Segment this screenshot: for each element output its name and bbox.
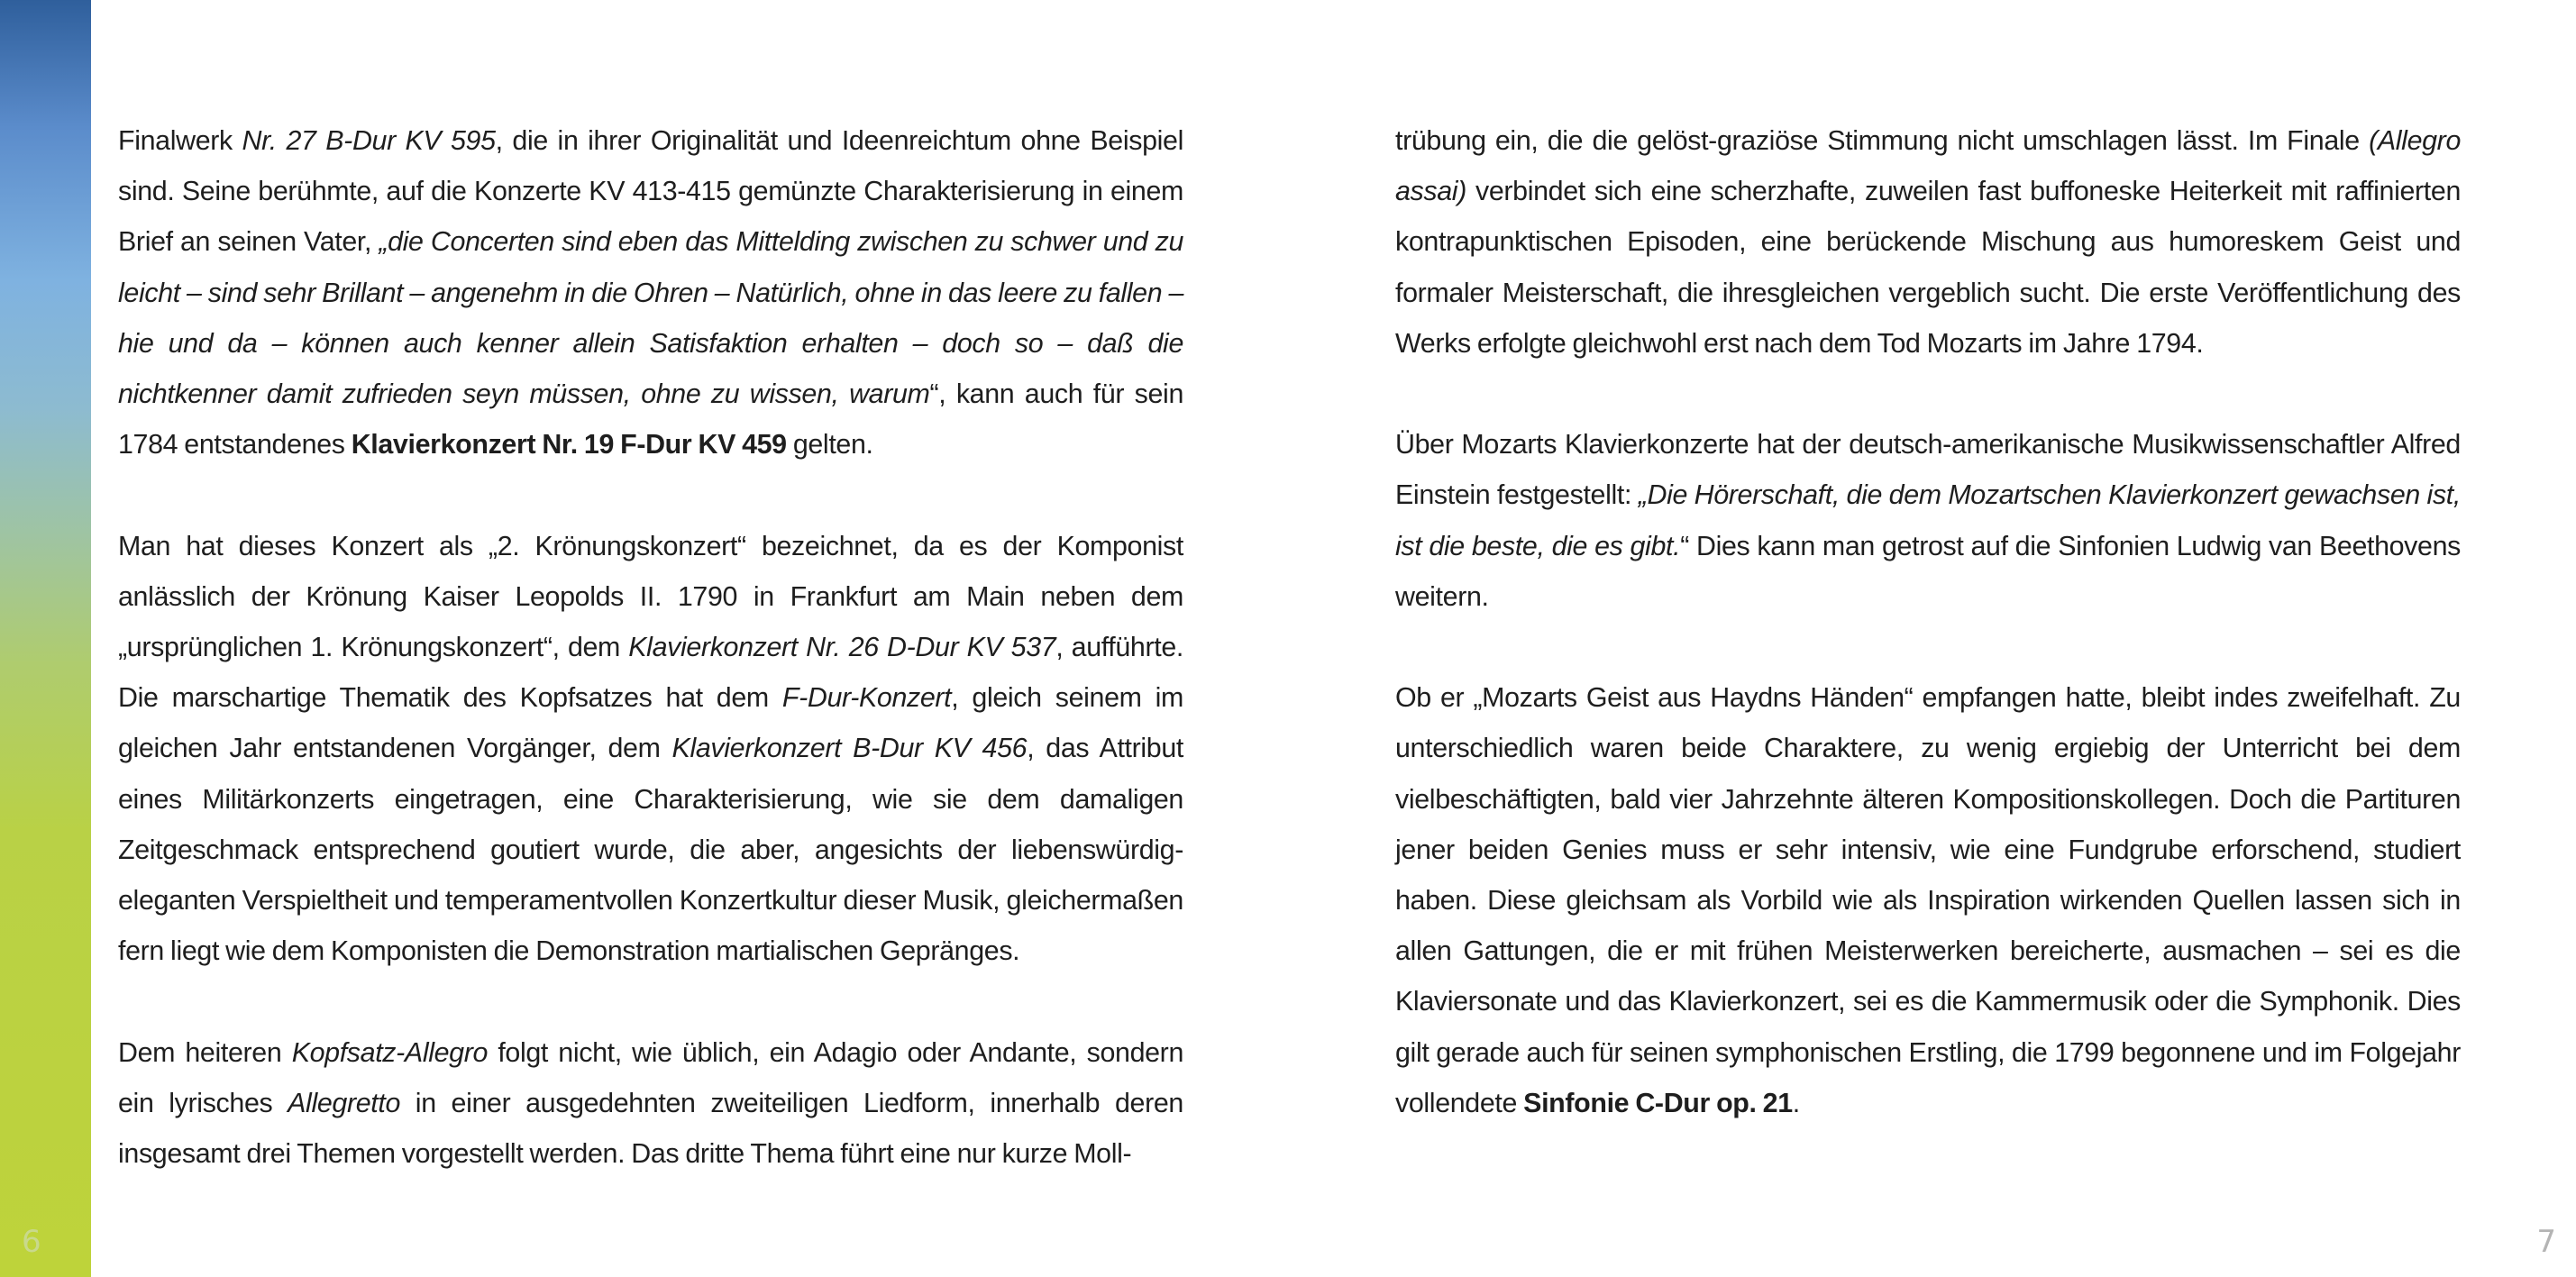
italic-work-title: Klavierkonzert Nr. 26 D-Dur KV 537: [628, 632, 1056, 663]
italic-movement-title: Allegretto: [288, 1087, 401, 1118]
right-paragraph-2: [1395, 419, 2461, 622]
text-span: , aufführte. Die marschartige Thematik des Kopfsatzes hat dem: [118, 632, 1183, 714]
decorative-gradient-band: [0, 0, 91, 1277]
right-paragraph-1: [1395, 115, 2461, 369]
italic-work-title: F-Dur-Konzert: [781, 682, 952, 714]
left-paragraph-3: [118, 1027, 1183, 1180]
text-span: verbindet sich eine scherzhafte, zuweilen fast buffoneske Heiterkeit mit raffinierten kontrapunktischen Episoden, eine berückende Mischung aus humoreskem Geist und formaler Meisterschaft, die ihresgleichen vergeblich sucht. Die erste Veröffentlichung des Werks erfolgte gleichwohl erst nach dem Tod Mozarts im Jahre 1794.: [1395, 176, 2461, 359]
text-span: gelten.: [786, 429, 873, 461]
text-span: “ Dies kann man getrost auf die Sinfonien Ludwig van Beethovens weitern.: [1395, 530, 2461, 612]
bold-work-title: Klavierkonzert Nr. 19 F-Dur KV 459: [351, 429, 787, 461]
italic-work-title: Klavierkonzert B-Dur KV 456: [671, 733, 1028, 764]
left-paragraph-2: [118, 521, 1183, 977]
text-span: Über Mozarts Klavierkonzerte hat der deutsch-amerikanische Musikwissenschaftler Alfred Einstein festgestellt:: [1395, 429, 2461, 511]
text-span: .: [1792, 1087, 1800, 1118]
italic-movement-title: (Allegro assai): [1395, 125, 2461, 207]
text-span: , die in ihrer Originalität und Ideenreichtum ohne Beispiel sind. Seine berühmte, auf die Konzerte KV 413-415 gemünzte Charakterisierung in einem Brief an seinen Vater,: [118, 125, 1183, 258]
right-page-text-column: [1395, 115, 2461, 1128]
page-number-left: 6: [22, 1224, 41, 1260]
text-span: , das Attribut eines Militärkonzerts eingetragen, eine Charakterisierung, wie sie dem damaligen Zeitgeschmack entsprechend goutiert wurde, die aber, angesichts der liebenswürdig-eleganten Verspieltheit und temperamentvollen Konzertkultur dieser Musik, gleichermaßen fern liegt wie dem Komponisten die Demonstration martialischen Gepränges.: [118, 733, 1183, 967]
italic-quote: „die Concerten sind eben das Mittelding zwischen zu schwer und zu leicht – sind sehr Brillant – angenehm in die Ohren – Natürlich, ohne in das leere zu fallen – hie und da – können auch kenner allein Satisfaktion erhalten – doch so – daß die nichtkenner damit zufrieden seyn müssen, ohne zu wissen, warum: [118, 226, 1183, 410]
text-span: “, kann auch für sein 1784 entstandenes: [118, 379, 1183, 461]
text-span: folgt nicht, wie üblich, ein Adagio oder Andante, sondern ein lyrisches: [118, 1036, 1184, 1118]
text-span: Dem heiteren: [118, 1036, 292, 1068]
right-paragraph-3: [1395, 672, 2461, 1128]
text-span: Finalwerk: [118, 125, 242, 156]
text-span: in einer ausgedehnten zweiteiligen Liedform, innerhalb deren insgesamt drei Themen vorgestellt werden. Das dritte Thema führt eine nur kurze Moll-: [118, 1087, 1183, 1170]
page-number-right: 7: [2536, 1224, 2556, 1260]
left-page-text-column: [118, 115, 1183, 1179]
text-span: Man hat dieses Konzert als „2. Krönungskonzert“ bezeichnet, da es der Komponist anlässlich der Krönung Kaiser Leopolds II. 1790 in Frankfurt am Main neben dem „ursprünglichen 1. Krönungskonzert“, dem: [118, 530, 1183, 663]
left-paragraph-1: [118, 115, 1183, 470]
text-span: , gleich seinem im gleichen Jahr entstandenen Vorgänger, dem: [118, 682, 1183, 764]
text-span: Ob er „Mozarts Geist aus Haydns Händen“ empfangen hatte, bleibt indes zweifelhaft. Zu unterschiedlich waren beide Charaktere, zu wenig ergiebig der Unterricht bei dem vielbeschäftigten, bald vier Jahrzehnte älteren Kompositionskollegen. Doch die Partituren jener beiden Genies muss er sehr intensiv, wie eine Fundgrube erforschend, studiert haben. Diese gleichsam als Vorbild wie als Inspiration wirkenden Quellen lassen sich in allen Gattungen, die er mit frühen Meisterwerken bereicherte, ausmachen – sei es die Klaviersonate und das Klavierkonzert, sei es die Kammermusik oder die Symphonik. Dies gilt gerade auch für seinen symphonischen Erstling, die 1799 begonnene und im Folgejahr vollendete: [1395, 682, 2461, 1118]
italic-quote: „Die Hörerschaft, die dem Mozartschen Klavierkonzert gewachsen ist, ist die beste, die es gibt.: [1395, 479, 2461, 561]
text-span: trübung ein, die die gelöst-graziöse Stimmung nicht umschlagen lässt. Im Finale: [1395, 125, 2370, 156]
italic-movement-title: Kopfsatz-Allegro: [291, 1036, 489, 1068]
bold-work-title: Sinfonie C-Dur op. 21: [1523, 1087, 1793, 1118]
italic-work-title: Nr. 27 B-Dur KV 595: [242, 125, 496, 156]
